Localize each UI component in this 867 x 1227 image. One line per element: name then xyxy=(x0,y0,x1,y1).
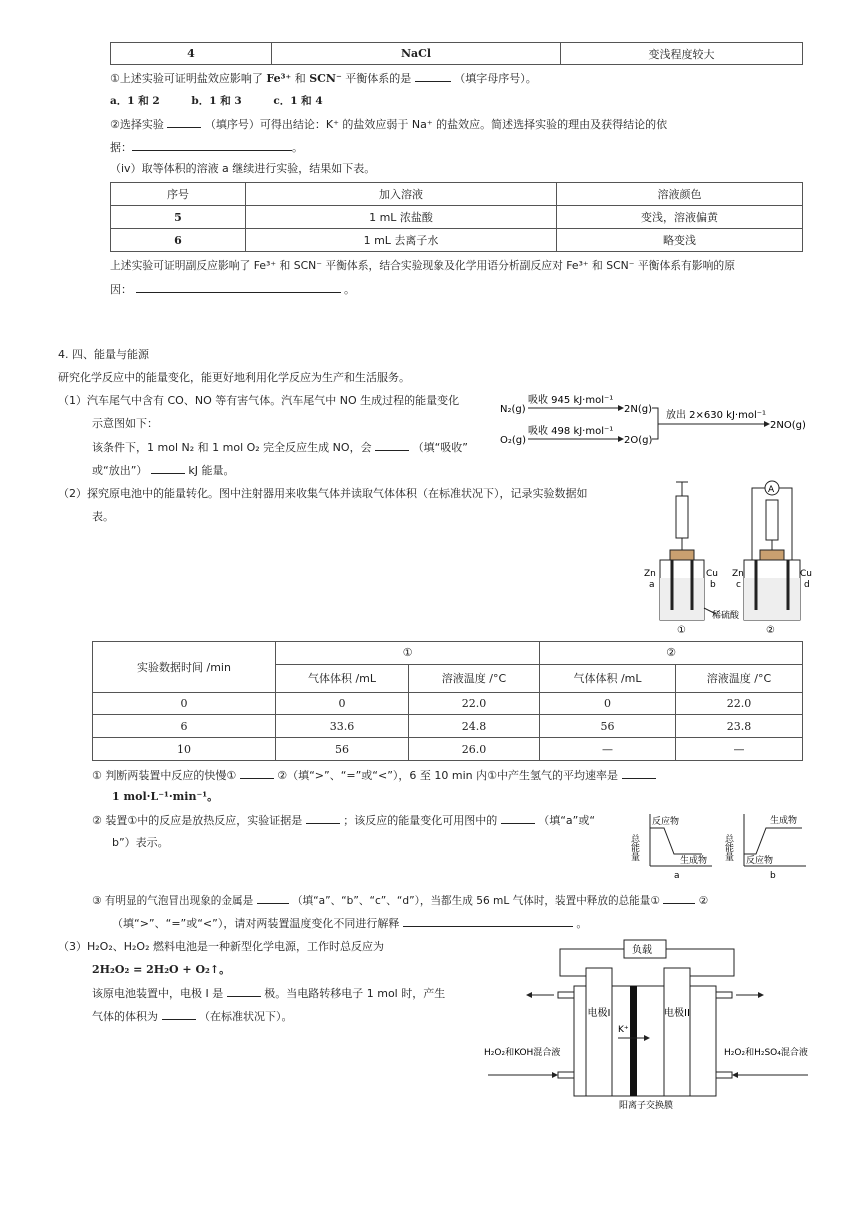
text: ① 判断两装置中反应的快慢① xyxy=(92,769,237,782)
text: ②选择实验 xyxy=(110,118,164,131)
electrode-2 xyxy=(664,968,690,1096)
outlet xyxy=(716,992,732,998)
stopper xyxy=(760,550,784,560)
table-cell: 33.6 xyxy=(276,715,409,738)
row-header: 实验数据时间 /min xyxy=(93,642,276,693)
answer-blank[interactable] xyxy=(663,892,695,904)
answer-blank[interactable] xyxy=(257,892,289,904)
b-label: b xyxy=(710,580,716,590)
inlet xyxy=(558,1072,574,1078)
option-c: c．1 和 4 xyxy=(273,95,323,107)
answer-blank[interactable] xyxy=(375,439,409,451)
reactant-label: 反应物 xyxy=(746,856,774,866)
energy-diagram xyxy=(498,392,818,452)
load-label: 负载 xyxy=(632,945,652,956)
answer-blank[interactable] xyxy=(240,767,274,779)
acid-solution xyxy=(744,578,800,620)
table-cell: 0 xyxy=(276,692,409,715)
column-header: 溶液温度 /°C xyxy=(409,664,540,692)
text: （填字母序号）。 xyxy=(454,72,537,85)
table-cell: 56 xyxy=(276,738,409,761)
text: 。 xyxy=(576,917,588,930)
text: 平衡体系的是 xyxy=(341,72,412,85)
k-ion-label: K⁺ xyxy=(618,1025,629,1035)
table-cell: 26.0 xyxy=(409,738,540,761)
table-row xyxy=(93,692,803,715)
cell-1-label: ① xyxy=(677,625,686,636)
text: （填序号）可得出结论：K⁺ 的盐效应弱于 Na⁺ 的盐效应。简述选择实验的理由及获得结论的依 xyxy=(204,118,668,131)
o-atoms-label: 2O(g) xyxy=(624,435,653,446)
cu-label: Cu xyxy=(800,569,812,579)
text: ② xyxy=(698,895,709,907)
text: ①上述实验可证明盐效应影响了 xyxy=(110,72,267,85)
fuel-cell-diagram xyxy=(478,938,818,1113)
y-axis-label: 总能量 xyxy=(629,834,639,861)
membrane-label: 阳离子交换膜 xyxy=(618,1101,674,1111)
table-cell: NaCl xyxy=(272,43,561,65)
column-header: 序号 xyxy=(111,183,246,206)
text: （填“a”、“b”、“c”、“d”），当都生成 56 mL 气体时，装置中释放的总能量① xyxy=(291,895,660,907)
table-continuation xyxy=(110,42,803,65)
cell-2 xyxy=(732,481,812,636)
text: 。 xyxy=(292,141,303,154)
outlet xyxy=(558,992,574,998)
table-cell: 0 xyxy=(93,692,276,715)
product-label: 生成物 xyxy=(680,856,708,866)
absorb-label-1: 吸收 945 kJ·mol⁻¹ xyxy=(528,395,614,406)
options-row xyxy=(110,93,323,109)
table-cell: 56 xyxy=(540,715,676,738)
question-b-line2: b”）表示。 xyxy=(112,836,169,849)
table-cell: 22.0 xyxy=(409,692,540,715)
galvanic-cell-figure xyxy=(640,478,820,636)
table-cell: 6 xyxy=(111,229,246,252)
text: 或“放出”） xyxy=(92,464,148,477)
question-c-line1 xyxy=(92,892,708,909)
part-1-line2: 示意图如下： xyxy=(92,417,158,430)
ion: Fe³⁺ xyxy=(266,72,292,85)
question-a-line1 xyxy=(92,767,656,784)
table-cell: 0 xyxy=(540,692,676,715)
text: ②（填“>”、“=”或“<”），6 至 10 min 内①中产生氢气的平均速率是 xyxy=(277,769,619,782)
table-cell: 5 xyxy=(111,206,246,229)
part-3-line3 xyxy=(92,985,445,1002)
part-3-line1 xyxy=(58,939,384,955)
stopper xyxy=(670,550,694,560)
text: 。 xyxy=(344,283,355,296)
text: 该原电池装置中，电极 I 是 xyxy=(92,987,224,1000)
text: 气体的体积为 xyxy=(92,1010,158,1023)
option-a: a．1 和 2 xyxy=(110,95,160,107)
side-reaction-question: 上述实验可证明副反应影响了 Fe³⁺ 和 SCN⁻ 平衡体系，结合实验现象及化学用语分析副反应对 Fe³⁺ 和 SCN⁻ 平衡体系有影响的原 xyxy=(110,259,736,272)
text: 极。当电路转移电子 1 mol 时，产生 xyxy=(264,987,446,1000)
absorb-label-2: 吸收 498 kJ·mol⁻¹ xyxy=(528,426,614,437)
a-label: a xyxy=(649,580,655,590)
text: ；该反应的能量变化可用图中的 xyxy=(343,814,498,827)
section-intro: 研究化学反应中的能量变化，能更好地利用化学反应为生产和生活服务。 xyxy=(58,371,410,384)
o2-label: O₂(g) xyxy=(500,435,527,446)
text: （填“吸收” xyxy=(412,441,468,454)
table-cell: 变浅程度较大 xyxy=(561,43,803,65)
text: kJ 能量。 xyxy=(188,464,235,477)
column-header: 加入溶液 xyxy=(246,183,557,206)
table-row xyxy=(93,715,803,738)
inlet xyxy=(716,1072,732,1078)
table-row xyxy=(111,206,803,229)
table-header-row xyxy=(93,642,803,665)
energy-graphs xyxy=(629,808,812,881)
cell-1 xyxy=(644,482,718,636)
electrode-1-label: 电极I xyxy=(587,1008,611,1019)
part-1-line4 xyxy=(92,462,235,479)
answer-blank[interactable] xyxy=(415,70,451,82)
table-cell: — xyxy=(676,738,803,761)
question-2-line2 xyxy=(110,139,303,156)
part-3-equation: 2H₂O₂ = 2H₂O + O₂↑。 xyxy=(92,963,231,976)
electrode-2-label: 电极II xyxy=(664,1008,690,1019)
answer-blank[interactable] xyxy=(306,812,340,824)
d-label: d xyxy=(804,580,810,590)
question-a-line2: 1 mol·L⁻¹·min⁻¹。 xyxy=(112,790,219,803)
graph-tag: b xyxy=(770,871,776,881)
table-cell: — xyxy=(540,738,676,761)
n-atoms-label: 2N(g) xyxy=(624,404,652,415)
text: ③ 有明显的气泡冒出现象的金属是 xyxy=(92,895,254,907)
acid-solution xyxy=(660,578,704,620)
bracket xyxy=(652,408,658,439)
question-b-line1 xyxy=(92,812,595,829)
table-cell: 24.8 xyxy=(409,715,540,738)
release-label: 放出 2×630 kJ·mol⁻¹ xyxy=(666,410,767,421)
left-input-label: H₂O₂和KOH混合液 xyxy=(484,1048,561,1058)
group-header: ② xyxy=(540,642,803,665)
table-cell: 22.0 xyxy=(676,692,803,715)
part-2-line1 xyxy=(58,486,588,502)
y-axis-label: 总能量 xyxy=(723,834,733,861)
part-2-line2: 表。 xyxy=(92,510,114,523)
syringe xyxy=(676,496,688,538)
column-header: 气体体积 /mL xyxy=(276,664,409,692)
reactant-label: 反应物 xyxy=(652,817,680,827)
right-input-label: H₂O₂和H₂SO₄混合液 xyxy=(724,1048,808,1058)
part-3-line4 xyxy=(92,1008,293,1025)
table-cell: 略变浅 xyxy=(557,229,803,252)
question-iv: （iv）取等体积的溶液 a 继续进行实验，结果如下表。 xyxy=(110,162,376,175)
question-1 xyxy=(110,70,537,87)
part-1-line1 xyxy=(58,393,459,409)
part-number: （1） xyxy=(58,394,87,407)
n2-label: N₂(g) xyxy=(500,404,526,415)
answer-blank[interactable] xyxy=(136,281,341,293)
table-2 xyxy=(110,182,803,252)
answer-blank[interactable] xyxy=(501,812,535,824)
energy-curve xyxy=(744,828,802,854)
zn-label: Zn xyxy=(732,569,744,579)
graph-b xyxy=(723,814,806,881)
product-label: 生成物 xyxy=(770,816,798,826)
text: （填“a”或“ xyxy=(538,814,596,827)
answer-blank[interactable] xyxy=(622,767,656,779)
graph-a xyxy=(629,814,712,881)
text: 和 xyxy=(291,72,310,85)
answer-blank[interactable] xyxy=(162,1008,196,1020)
graph-tag: a xyxy=(674,871,680,881)
part-number: （3） xyxy=(58,940,87,953)
table-3 xyxy=(92,641,803,761)
text: ② 装置①中的反应是放热反应，实验证据是 xyxy=(92,814,303,827)
text: 汽车尾气中含有 CO、NO 等有害气体。汽车尾气中 NO 生成过程的能量变化 xyxy=(87,394,460,407)
table-cell: 变浅，溶液偏黄 xyxy=(557,206,803,229)
text: 探究原电池中的能量转化。图中注射器用来收集气体并读取气体体积（在标准状况下），记录实验数据如 xyxy=(87,487,588,500)
table-row xyxy=(111,43,803,65)
part-1-line3 xyxy=(92,439,468,456)
group-header: ① xyxy=(276,642,540,665)
c-label: c xyxy=(736,580,741,590)
column-header: 溶液温度 /°C xyxy=(676,664,803,692)
cu-label: Cu xyxy=(706,569,718,579)
product-label: 2NO(g) xyxy=(770,420,806,431)
syringe xyxy=(766,500,778,540)
cell-2-label: ② xyxy=(766,625,775,636)
acid-label: 稀硫酸 xyxy=(712,611,740,621)
table-row xyxy=(93,738,803,761)
question-2 xyxy=(110,116,667,133)
table-cell: 4 xyxy=(111,43,272,65)
section-title: 4. 四、能量与能源 xyxy=(58,348,149,361)
text: 据： xyxy=(110,141,132,154)
answer-blank[interactable] xyxy=(167,116,201,128)
side-reaction-question-line2 xyxy=(110,281,355,298)
column-header: 气体体积 /mL xyxy=(540,664,676,692)
text: （填“>”、“=”或“<”），请对两装置温度变化不同进行解释 xyxy=(112,917,400,930)
option-b: b．1 和 3 xyxy=(191,95,242,107)
ion: SCN⁻ xyxy=(309,72,342,85)
table-cell: 1 mL 去离子水 xyxy=(246,229,557,252)
ammeter-label: A xyxy=(768,485,775,495)
answer-blank[interactable] xyxy=(151,462,185,474)
table-cell: 6 xyxy=(93,715,276,738)
answer-blank[interactable] xyxy=(132,139,292,151)
table-header-row xyxy=(111,183,803,206)
table-cell: 10 xyxy=(93,738,276,761)
table-cell: 1 mL 浓盐酸 xyxy=(246,206,557,229)
text: （在标准状况下）。 xyxy=(199,1010,293,1023)
electrode-1 xyxy=(586,968,612,1096)
membrane xyxy=(630,986,637,1096)
part-number: （2） xyxy=(58,487,87,500)
table-cell: 23.8 xyxy=(676,715,803,738)
answer-blank[interactable] xyxy=(403,915,573,927)
column-header: 溶液颜色 xyxy=(557,183,803,206)
question-c-line2 xyxy=(112,915,587,932)
zn-label: Zn xyxy=(644,569,656,579)
text: 该条件下，1 mol N₂ 和 1 mol O₂ 完全反应生成 NO，会 xyxy=(92,441,372,454)
energy-curve xyxy=(650,828,702,854)
text: H₂O₂、H₂O₂ 燃料电池是一种新型化学电源，工作时总反应为 xyxy=(87,940,384,953)
table-row xyxy=(111,229,803,252)
answer-blank[interactable] xyxy=(227,985,261,997)
text: 因： xyxy=(110,283,132,296)
